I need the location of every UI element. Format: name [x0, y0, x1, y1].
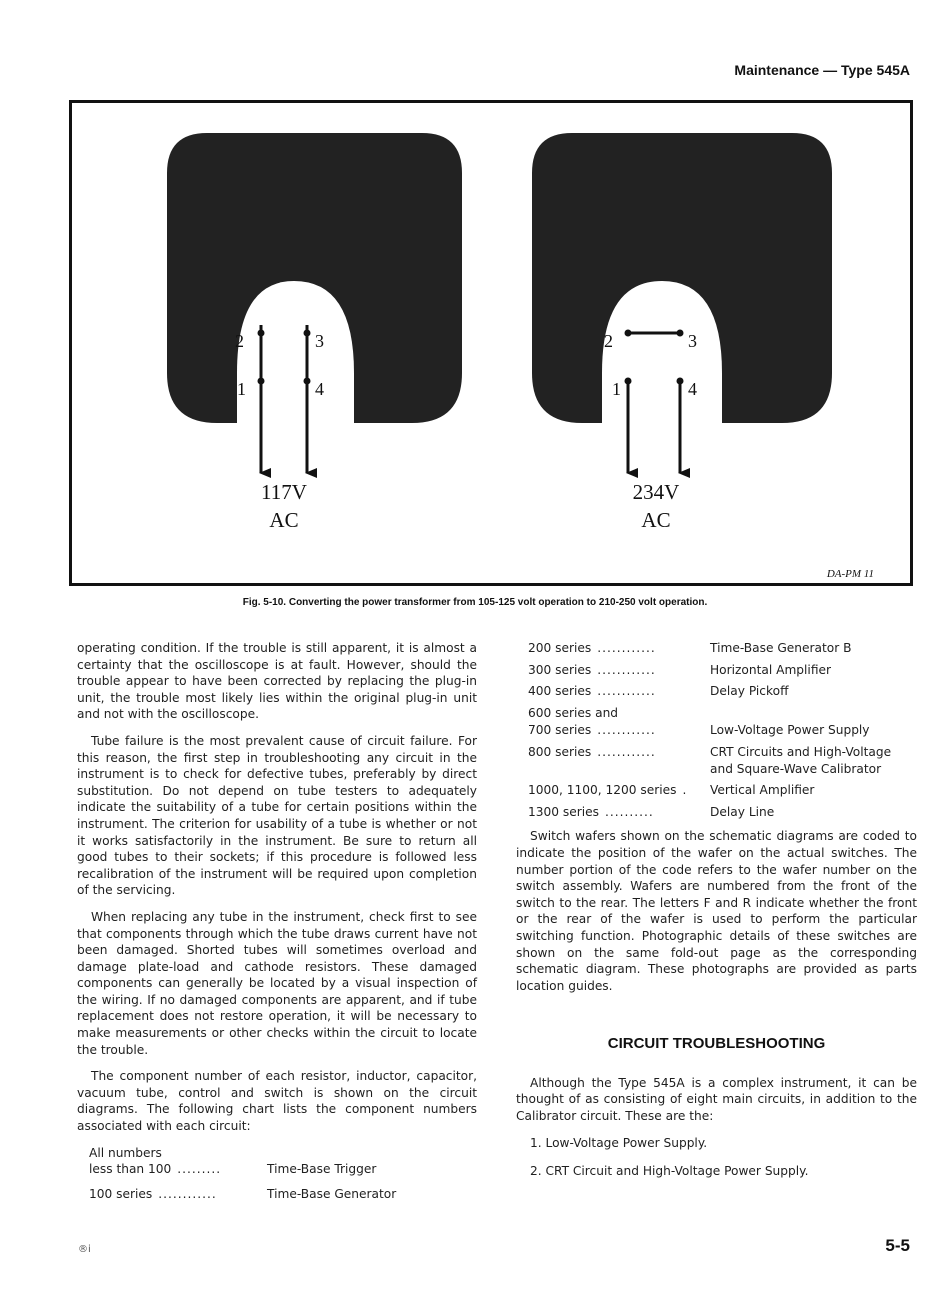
- list-item: 2. CRT Circuit and High-Voltage Power Supply.: [530, 1164, 809, 1179]
- chart-row-label: 100 series: [89, 1186, 153, 1201]
- chart-row-leader: .........: [177, 1162, 222, 1177]
- chart-row: [528, 640, 917, 657]
- right-pin-1-label: 1: [612, 379, 621, 399]
- right-ac-label: AC: [641, 508, 671, 532]
- chart-heading: All numbers: [89, 1145, 162, 1160]
- chart-row: [528, 722, 917, 739]
- right-pin-4-label: 4: [688, 379, 697, 399]
- left-paragraph-2: Tube failure is the most prevalent cause of circuit failure. For this reason, the first step in troubleshooting any circuit in the instrument is to check for defective tubes, preferably by direct substitution. Do not depend on tube testers to adequately indicate the suitability of a tube for certain positions within the instrument. The criterion for usability of a tube is whether or not it works satisfactorily in the instrument. Be sure to return all good tubes to their sockets; if this procedure is followed less recalibration of the instrument will be required upon completion of the servicing.: [77, 733, 477, 898]
- chart-row-leader: ............: [597, 641, 656, 655]
- chart-row: [528, 662, 917, 679]
- left-pin-1-dot: [258, 378, 265, 385]
- chart-row-leader: ............: [597, 684, 656, 699]
- chart-row-circuit: Time-Base Trigger: [267, 1162, 377, 1177]
- left-terminal-panel: [167, 133, 462, 532]
- chart-row-leader: ............: [597, 723, 656, 738]
- left-paragraph-1: operating condition. If the trouble is still apparent, it is almost a certainty that the oscilloscope is at fault. However, should the trouble appear to have been corrected by replacing the plug-in unit, the trouble most likely lies within the original plug-in unit and not with the oscilloscope.: [77, 641, 477, 722]
- publisher-mark: ®i: [78, 1244, 91, 1255]
- chart-row-circuit: Low-Voltage Power Supply: [710, 723, 870, 738]
- chart-row-label: 200 series: [528, 641, 592, 655]
- chart-row-leader: ............: [158, 1186, 217, 1201]
- component-chart-right: [528, 640, 917, 820]
- chart-row-circuit: Delay Pickoff: [710, 684, 789, 699]
- right-pin-4-dot: [677, 378, 684, 385]
- figure-box: [69, 100, 913, 586]
- right-voltage-label: 234V: [632, 480, 680, 504]
- page-header: Maintenance — Type 545A: [734, 62, 910, 78]
- chart-row-circuit: Time-Base Generator: [267, 1186, 397, 1201]
- figure-caption: Fig. 5-10. Converting the power transformer from 105-125 volt operation to 210-250 volt operation.: [242, 597, 708, 608]
- chart-row-label: 400 series: [528, 684, 592, 699]
- left-voltage-label: 117V: [261, 480, 307, 504]
- chart-row: [528, 804, 917, 821]
- chart-row-label: 300 series: [528, 662, 592, 677]
- left-paragraph-3: When replacing any tube in the instrument, check first to see that components through which the tube draws current have not been damaged. Shorted tubes will sometimes overload and damage plate-load and cathode resistors. These damaged components can generally be located by a visual inspection of the wiring. If no damaged components are apparent, and if tube replacement does not restore operation, it will be necessary to make measurements or other checks within the circuit to locate the trouble.: [77, 909, 477, 1057]
- chart-row-label: less than 100: [89, 1162, 172, 1177]
- chart-row-label: 600 series and: [528, 705, 619, 720]
- chart-row-circuit: Delay Line: [710, 804, 775, 819]
- chart-row-circuit: Horizontal Amplifier: [710, 662, 832, 677]
- right-pin-2-label: 2: [604, 331, 613, 351]
- chart-row: [89, 1161, 477, 1178]
- chart-row-label: 1300 series: [528, 804, 599, 819]
- chart-row-leader: .: [682, 783, 688, 798]
- drawing-id: DA-PM 11: [826, 568, 874, 580]
- right-pin-1-dot: [625, 378, 632, 385]
- left-pin-2-label: 2: [235, 331, 244, 351]
- left-pin-3-dot: [304, 330, 311, 337]
- transformer-diagram: [72, 103, 910, 583]
- circuit-list: [530, 1135, 917, 1180]
- chart-row-label: 1000, 1100, 1200 series: [528, 783, 677, 798]
- section-title: CIRCUIT TROUBLESHOOTING: [607, 1035, 826, 1053]
- chart-row-circuit: Time-Base Generator B: [710, 641, 852, 655]
- left-pin-4-dot: [304, 378, 311, 385]
- left-pin-1-label: 1: [237, 379, 246, 399]
- right-pin-3-label: 3: [688, 331, 697, 351]
- chart-row: [528, 705, 917, 722]
- list-item: 1. Low-Voltage Power Supply.: [530, 1135, 708, 1150]
- left-pin-3-label: 3: [315, 331, 324, 351]
- chart-row-leader: ............: [597, 662, 656, 677]
- chart-row: [89, 1186, 477, 1203]
- page-number: 5-5: [885, 1236, 910, 1255]
- left-pin-2-dot: [258, 330, 265, 337]
- left-paragraph-4: The component number of each resistor, inductor, capacitor, vacuum tube, control and switch is shown on the circuit diagrams. The following chart lists the component numbers associated with each circuit:: [77, 1069, 477, 1134]
- left-pin-4-label: 4: [315, 379, 324, 399]
- chart-row-label: 800 series: [528, 744, 592, 759]
- left-column: [77, 640, 477, 1212]
- left-panel-arch: [237, 281, 354, 423]
- chart-row-circuit: CRT Circuits and High-Voltage and Square-Wave Calibrator: [710, 744, 892, 776]
- chart-row: [528, 782, 917, 799]
- right-paragraph-2: Although the Type 545A is a complex instrument, it can be thought of as consisting of eight main circuits, in addition to the Calibrator circuit. These are the:: [516, 1075, 917, 1124]
- right-pin-2-dot: [625, 330, 632, 337]
- chart-row: [528, 683, 917, 700]
- chart-row-label: 700 series: [528, 723, 592, 738]
- chart-row-leader: ..........: [604, 804, 654, 819]
- chart-row-circuit: Vertical Amplifier: [710, 783, 815, 798]
- chart-row: [528, 744, 917, 777]
- right-paragraph-1: Switch wafers shown on the schematic diagrams are coded to indicate the position of the wafer on the actual switches. The number portion of the code refers to the wafer number on the switch assembly. Wafers are numbered from the front of the switch to the rear. The letters F and R indicate whether the front or the rear of the wafer is used to perform the particular switching function. Photographic details of these switches are shown on the same fold-out page as the corresponding schematic diagram. These photographs are provided as parts location guides.: [516, 829, 917, 993]
- right-pin-3-dot: [677, 330, 684, 337]
- right-column: [516, 640, 917, 1192]
- left-ac-label: AC: [269, 508, 299, 532]
- right-terminal-panel: [532, 133, 832, 532]
- chart-row-leader: ............: [597, 744, 656, 759]
- right-panel-arch: [602, 281, 722, 423]
- component-chart-left: [89, 1145, 477, 1203]
